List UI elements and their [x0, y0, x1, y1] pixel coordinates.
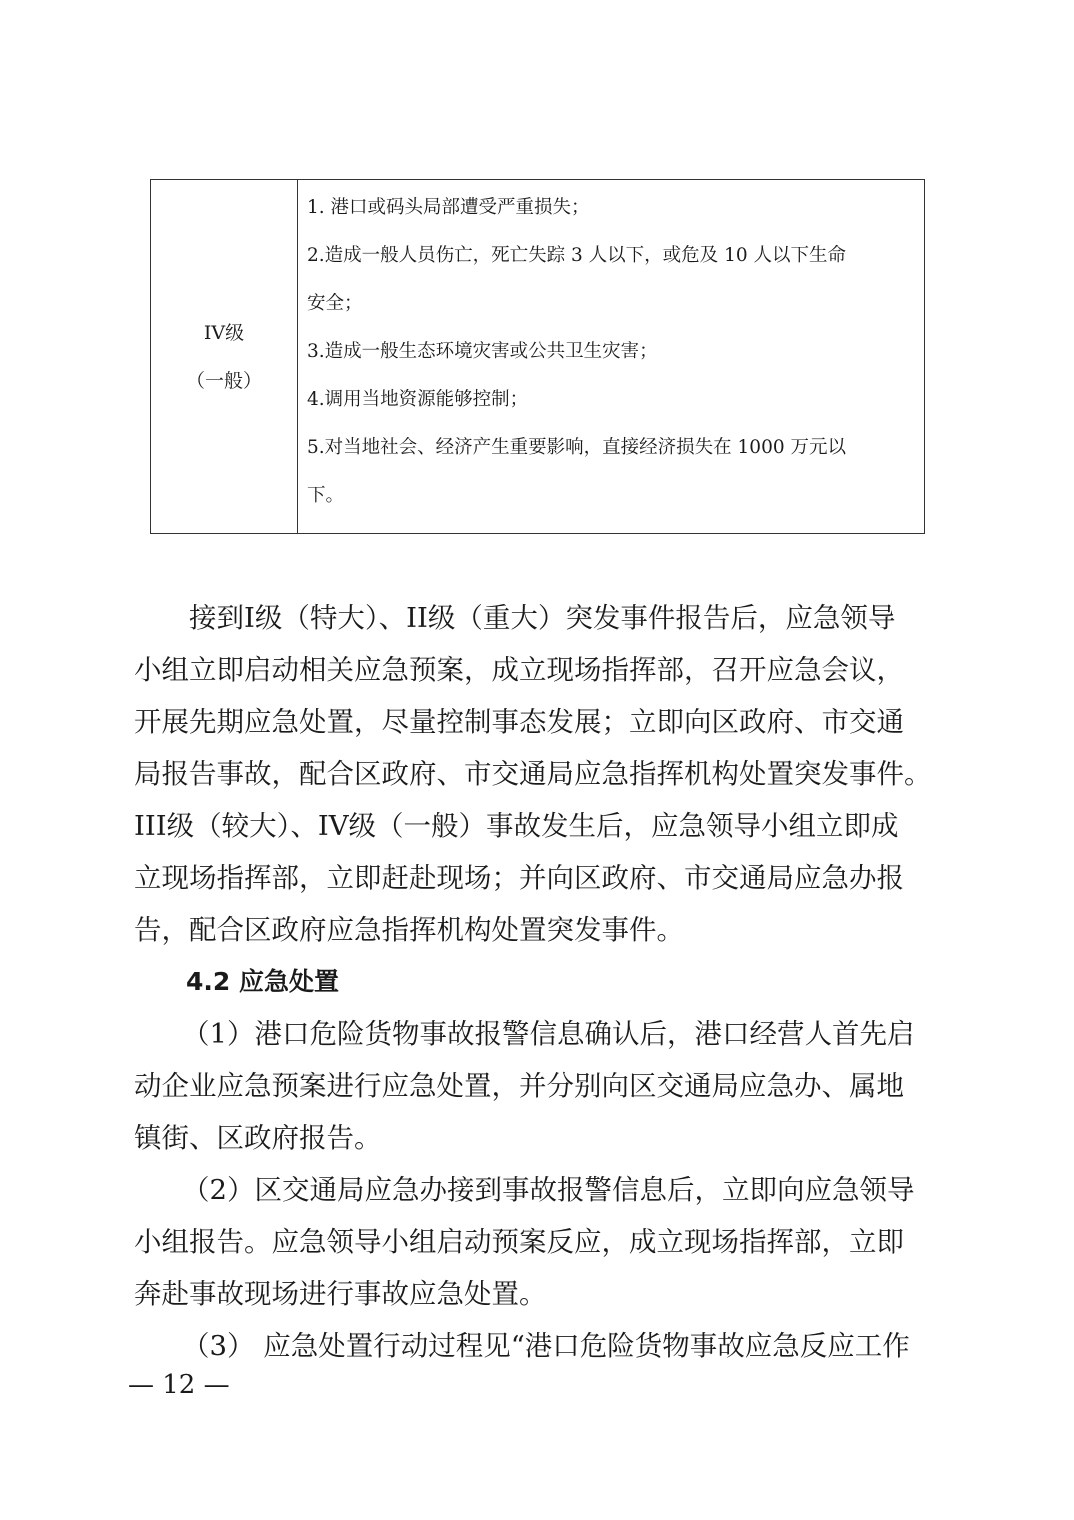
paragraph-line: （2）区交通局应急办接到事故报警信息后，立即向应急领导 [182, 1174, 915, 1206]
emergency-level-table [150, 179, 925, 534]
paragraph-line: 开展先期应急处置，尽量控制事态发展；立即向区政府、市交通 [134, 706, 904, 738]
paragraph-line: （3） 应急处置行动过程见“港口危险货物事故应急反应工作 [182, 1330, 910, 1362]
criteria-line: 2.造成一般人员伤亡，死亡失踪 3 人以下，或危及 10 人以下生命 [307, 245, 846, 266]
body-text [134, 592, 934, 1372]
criteria-line: 5.对当地社会、经济产生重要影响，直接经济损失在 1000 万元以 [307, 437, 846, 458]
paragraph-line: 动企业应急预案进行应急处置，并分别向区交通局应急办、属地 [134, 1070, 904, 1102]
criteria-line: 下。 [307, 485, 345, 506]
criteria-line: 安全； [307, 293, 363, 314]
level-description: （一般） [185, 369, 262, 392]
paragraph-line: III级（较大）、IV级（一般）事故发生后，应急领导小组立即成 [134, 810, 899, 842]
paragraph-line: 奔赴事故现场进行事故应急处置。 [134, 1278, 547, 1310]
table-row [151, 180, 925, 534]
paragraph-line: （1）港口危险货物事故报警信息确认后，港口经营人首先启 [182, 1018, 915, 1050]
page-number: — 12 — [128, 1370, 230, 1400]
criteria-line: 1. 港口或码头局部遭受严重损失； [307, 197, 590, 218]
paragraph-line: 镇街、区政府报告。 [134, 1122, 382, 1154]
criteria-line: 4.调用当地资源能够控制； [307, 389, 529, 410]
paragraph-line: 小组报告。应急领导小组启动预案反应，成立现场指挥部，立即 [134, 1226, 904, 1258]
level-name: IV级 [203, 321, 245, 344]
criteria-line: 3.造成一般生态环境灾害或公共卫生灾害； [307, 341, 658, 362]
paragraph-line: 立现场指挥部，立即赶赴现场；并向区政府、市交通局应急办报 [134, 862, 904, 894]
paragraph-line: 告，配合区政府应急指挥机构处置突发事件。 [134, 914, 684, 946]
criteria-cell [298, 180, 925, 534]
level-cell [151, 180, 298, 534]
section-heading: 4.2 应急处置 [186, 967, 339, 996]
paragraph-line: 局报告事故，配合区政府、市交通局应急指挥机构处置突发事件。 [134, 758, 932, 790]
paragraph-line: 接到I级（特大）、II级（重大）突发事件报告后，应急领导 [189, 602, 896, 634]
paragraph-line: 小组立即启动相关应急预案，成立现场指挥部，召开应急会议， [134, 654, 904, 686]
